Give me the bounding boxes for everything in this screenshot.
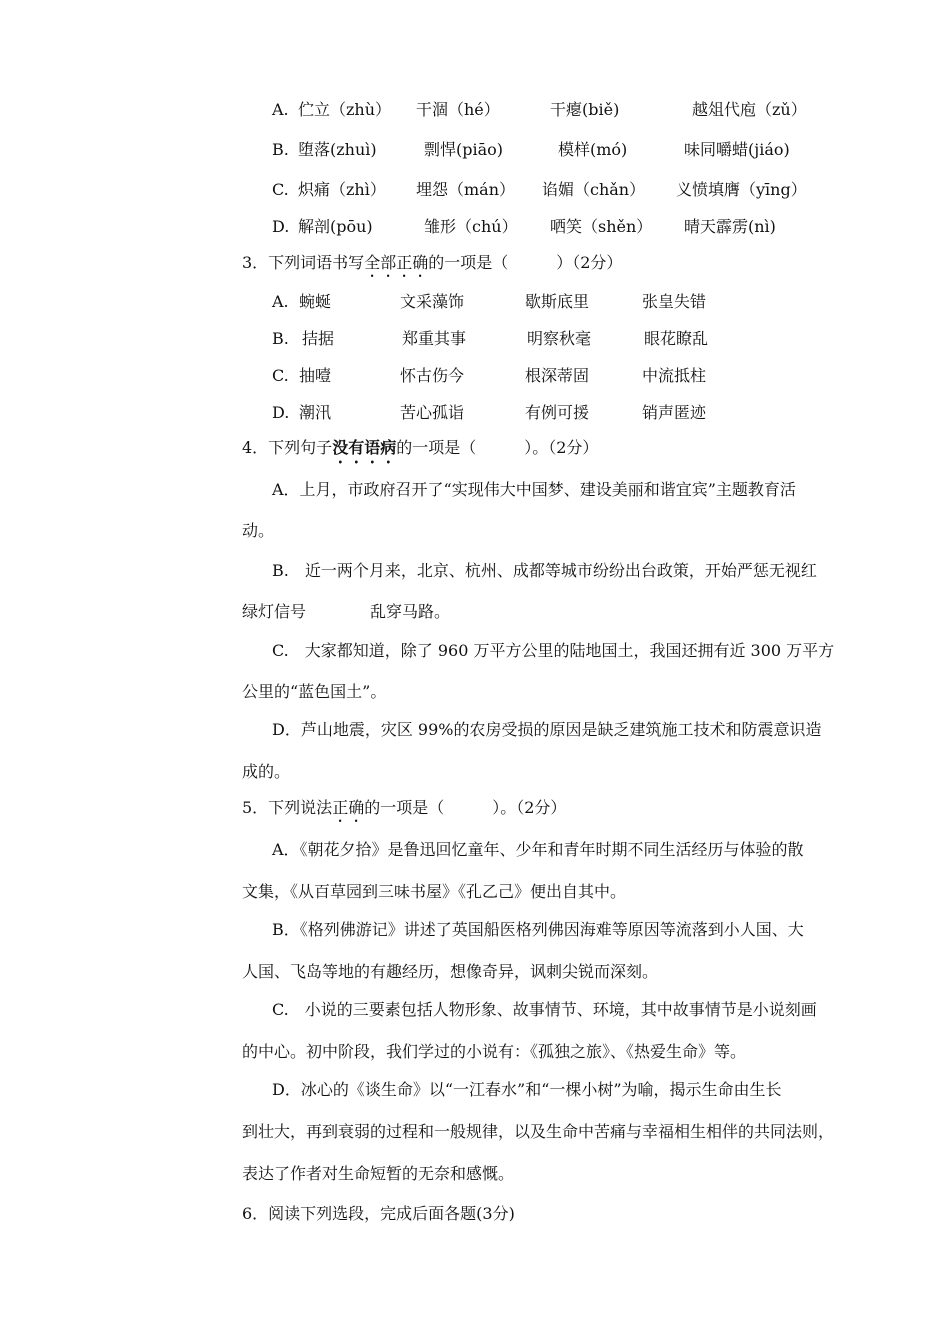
option-item: 潮汛: [299, 403, 332, 422]
q6-stem: 6．阅读下列选段，完成后面各题(3分): [242, 1204, 515, 1223]
option-letter: D.: [272, 217, 290, 236]
option-item: 销声匿迹: [642, 403, 707, 422]
option-item: 苦心孤诣: [400, 403, 465, 422]
q5-line: A．《朝花夕拾》是鲁迅回忆童年、少年和青年时期不同生活经历与体验的散: [272, 840, 804, 859]
q4-line: C. 大家都知道，除了 960 万平方公里的陆地国土，我国还拥有近 300 万平方: [272, 641, 835, 660]
option-item: 文采藻饰: [400, 292, 465, 311]
option-item: 雏形（chú）: [424, 217, 518, 236]
q4-line: 成的。: [242, 762, 291, 781]
q4-line: A．上月，市政府召开了“实现伟大中国梦、建设美丽和谐宜宾”主题教育活: [272, 480, 796, 499]
option-item: 剽悍(piāo): [424, 140, 504, 159]
q4-stem-prefix: 4．下列句子: [242, 438, 333, 457]
option-item: 哂笑（shěn）: [550, 217, 653, 236]
option-letter: B.: [272, 140, 289, 159]
option-letter: B.: [272, 329, 289, 348]
option-item: 堕落(zhuì): [298, 140, 377, 159]
q5-line: C. 小说的三要素包括人物形象、故事情节、环境，其中故事情节是小说刻画: [272, 1000, 817, 1019]
option-item: 歇斯底里: [525, 292, 590, 311]
q4-line: D．芦山地震，灾区 99%的农房受损的原因是缺乏建筑施工技术和防震意识造: [272, 720, 822, 739]
q4-line: 绿灯信号 乱穿马路。: [242, 602, 451, 621]
option-item: 解剖(pōu): [298, 217, 373, 236]
option-item: 眼花瞭乱: [644, 329, 709, 348]
option-item: 模样(mó): [558, 140, 628, 159]
option-item: 明察秋毫: [527, 329, 592, 348]
q3-stem-suffix: 的一项是（ ）（2分）: [428, 253, 623, 272]
option-item: 蜿蜒: [299, 292, 332, 311]
option-letter: C.: [272, 180, 289, 199]
option-item: 谄媚（chǎn）: [542, 180, 646, 199]
q5-line: B．《格列佛游记》讲述了英国船医格列佛因海难等原因等流落到小人国、大: [272, 920, 804, 939]
q4-line: 动。: [242, 521, 275, 540]
option-item: 埋怨（mán）: [416, 180, 516, 199]
option-item: 干瘪(biě): [550, 100, 620, 119]
option-item: 越俎代庖（zǔ）: [692, 100, 807, 119]
q5-line: D．冰心的《谈生命》以“一江春水”和“一棵小树”为喻，揭示生命由生长: [272, 1080, 782, 1099]
option-letter: A.: [272, 292, 289, 311]
option-item: 中流抵柱: [642, 366, 707, 385]
option-item: 拮据: [302, 329, 335, 348]
q5-line: 人国、飞岛等地的有趣经历，想像奇异，讽刺尖锐而深刻。: [242, 962, 659, 981]
q4-stem-emphasis: 没有语病: [332, 438, 397, 457]
option-item: 伫立（zhù）: [298, 100, 392, 119]
option-item: 晴天霹雳(nì): [684, 217, 776, 236]
option-letter: A.: [272, 100, 289, 119]
option-item: 义愤填膺（yīng）: [676, 180, 807, 199]
option-item: 干涸（hé）: [416, 100, 500, 119]
option-item: 怀古伤今: [400, 366, 465, 385]
q5-line: 的中心。初中阶段，我们学过的小说有：《孤独之旅》、《热爱生命》等。: [242, 1042, 747, 1061]
option-item: 张皇失错: [642, 292, 707, 311]
q3-stem: [242, 252, 622, 281]
option-letter: C.: [272, 366, 289, 385]
q5-line: 表达了作者对生命短暂的无奈和感慨。: [242, 1164, 515, 1183]
option-item: 有例可援: [525, 403, 590, 422]
q5-stem-emphasis: 正确: [332, 798, 365, 817]
q4-stem-suffix: 的一项是（ ）。（2分）: [396, 438, 599, 457]
option-item: 郑重其事: [402, 329, 467, 348]
q5-line: 到壮大，再到衰弱的过程和一般规律，以及生命中苦痛与幸福相生相伴的共同法则，: [242, 1122, 835, 1141]
option-letter: D.: [272, 403, 290, 422]
q5-stem-prefix: 5．下列说法: [242, 798, 333, 817]
q4-stem: [242, 437, 598, 467]
q5-line: 文集，《从百草园到三味书屋》《孔乙己》便出自其中。: [242, 882, 627, 901]
option-item: 根深蒂固: [525, 366, 590, 385]
q5-stem-suffix: 的一项是（ ）。（2分）: [364, 798, 567, 817]
option-item: 抽噎: [299, 366, 332, 385]
q4-line: 公里的“蓝色国土”。: [242, 682, 387, 701]
q3-stem-prefix: 3．下列词语书写: [242, 253, 365, 272]
q3-stem-emphasis: 全部正确: [364, 253, 429, 272]
option-item: 炽痛（zhì）: [298, 180, 386, 199]
option-item: 味同嚼蜡(jiáo): [684, 140, 790, 159]
q5-stem: [242, 797, 566, 826]
q4-line: B. 近一两个月来，北京、杭州、成都等城市纷纷出台政策，开始严惩无视红: [272, 561, 817, 580]
